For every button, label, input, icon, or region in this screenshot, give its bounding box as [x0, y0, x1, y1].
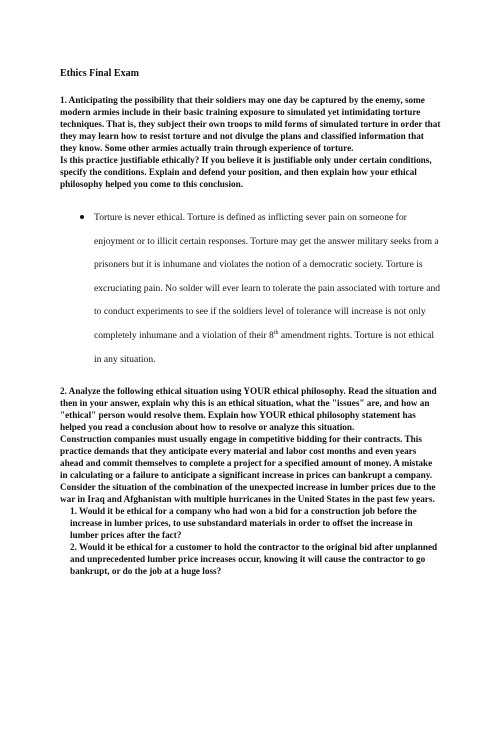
question-2-scenario: Construction companies must usually engage in competitive bidding for their contracts. This practice demands that they anticipate every material and labor cost months and even years ahead and commit themselves to complete a project for a specified amount of money. A mistake in calculating or a failure to anticipate a significant increase in prices can bankrupt a company. — [60, 434, 433, 481]
question-2-item-2: 2. Would it be ethical for a customer to hold the contractor to the original bid after unplanned and unprecedented lumber price increases occur, knowing it will cause the contractor to go bankrupt, or do the job at a huge loss? — [70, 542, 438, 577]
answer-1-text: Torture is never ethical. Torture is defined as inflicting sever pain on someone for enjoyment or to illicit certain responses. Torture may get the answer military seeks from a prisoners but it is inhumane and violates the notion of a democratic society. Torture is excruciating pain. No solder will ever learn to tolerate the pain associated with torture and to conduct experiments to see if the soldiers level of tolerance will increase is not only completely inhumane and a violation of their 8 — [94, 212, 441, 341]
answer-1-superscript: th — [273, 329, 279, 336]
answer-1 — [94, 206, 442, 371]
page-title: Ethics Final Exam — [60, 68, 139, 79]
question-1-prompt: 1. Anticipating the possibility that their soldiers may one day be captured by the enemy, some modern armies include in their basic training exposure to simulated yet intimidating torture techniques. That is, they subject their own troops to mild forms of simulated torture in order that they may learn how to resist torture and not divulge the plans and classified information that they know. Some other armies actually train through experience of torture. — [60, 95, 441, 153]
answer-list — [60, 206, 442, 371]
question-1-question: Is this practice justifiable ethically? If you believe it is justifiable only under certain conditions, specify the conditions. Explain and defend your position, and then explain how your ethical philosophy helped you come to this conclusion. — [60, 155, 432, 189]
question-2-consider: Consider the situation of the combination of the unexpected increase in lumber prices due to the war in Iraq and Afghanistan with multiple hurricanes in the United States in the past few years. — [60, 482, 436, 505]
answer-1-text-end: amendment rights. Torture is not ethical in any situation. — [94, 329, 435, 365]
question-2-prompt: 2. Analyze the following ethical situation using YOUR ethical philosophy. Read the situation and then in your answer, explain why this is an ethical situation, what the "issues" are, and how an "ethical" person would resolve them. Explain how YOUR ethical philosophy statement has helped you read a conclusion about how to resolve or analyze this situation. — [60, 386, 437, 433]
question-2-item-1: 1. Would it be ethical for a company who had won a bid for a construction job before the increase in lumber prices, to use substandard materials in order to offset the increase in lumber prices after the fact? — [70, 506, 417, 541]
